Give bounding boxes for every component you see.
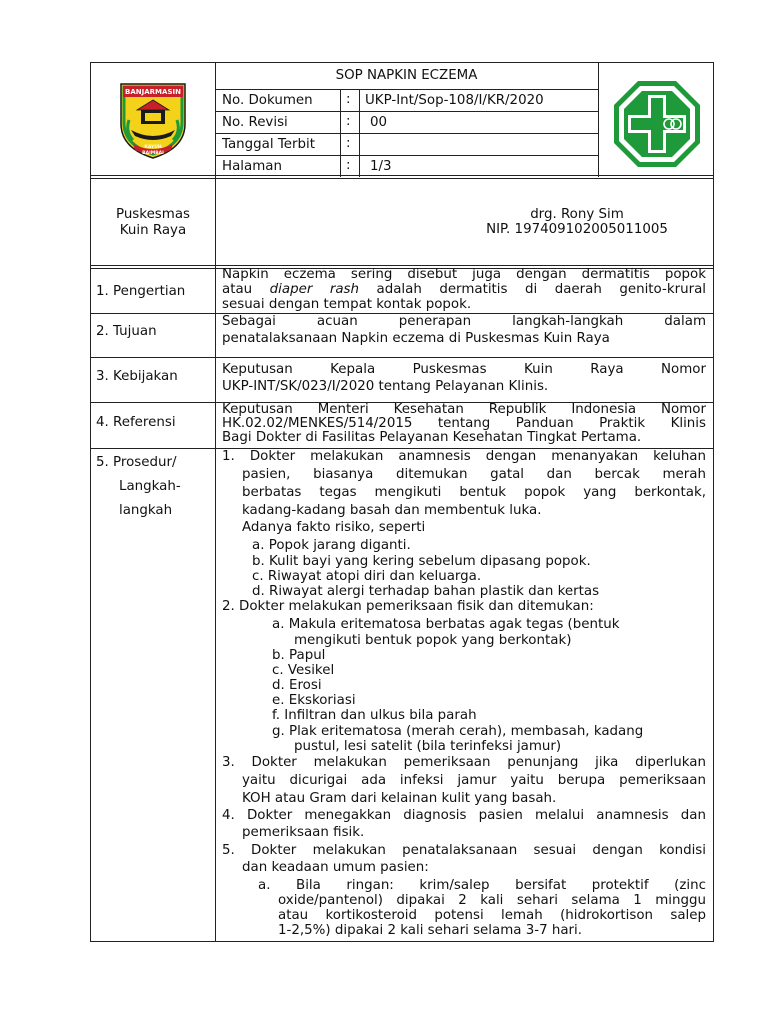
referensi-line-2: HK.02.02/MENKES/514/2015 tentang Panduan Praktik Klinis [222, 416, 706, 431]
signatory-nip: NIP. 197409102005011005 [486, 222, 668, 237]
divider [90, 357, 714, 358]
prosedur-line: dan keadaan umum pasien: [242, 860, 429, 875]
prosedur-line: atau kortikosteroid potensi lemah (hidrokortison salep [278, 908, 706, 923]
referensi-text [222, 402, 706, 448]
prosedur-line: 1. Dokter melakukan anamnesis dengan menanyakan keluhan [222, 449, 706, 464]
prosedur-line: a. Popok jarang diganti. [252, 538, 411, 553]
prosedur-line: 1-2,5%) dipakai 2 kali sehari selama 3-7 hari. [278, 923, 583, 938]
doc-number-label: No. Dokumen [222, 93, 313, 108]
org-line-1: Puskesmas [115, 207, 191, 222]
prosedur-line: pasien, biasanya ditemukan gatal dan bercak merah [242, 467, 706, 482]
referensi-line-3: Bagi Dokter di Fasilitas Pelayanan Kesehatan Tingkat Pertama. [222, 430, 642, 445]
tujuan-text [222, 314, 706, 354]
prosedur-text [222, 449, 706, 939]
doc-number-sep: : [346, 92, 351, 107]
prosedur-line: b. Papul [272, 648, 326, 663]
prosedur-line: 3. Dokter melakukan pemeriksaan penunjang jika diperlukan [222, 755, 706, 770]
prosedur-line: f. Infiltran dan ulkus bila parah [272, 708, 477, 723]
kebijakan-line-2: UKP-INT/SK/023/I/2020 tentang Pelayanan Klinis. [222, 379, 549, 394]
divider [90, 175, 714, 176]
divider [215, 133, 598, 134]
issue-date-sep: : [346, 136, 351, 151]
section-label-tujuan: 2. Tujuan [96, 324, 157, 339]
tujuan-line-1: Sebagai acuan penerapan langkah-langkah dalam [222, 314, 706, 329]
prosedur-line: d. Erosi [272, 678, 322, 693]
pengertian-line-1: Napkin eczema sering disebut juga dengan dermatitis popok [222, 267, 706, 282]
prosedur-line: c. Riwayat atopi diri dan keluarga. [252, 569, 482, 584]
divider [215, 155, 598, 156]
prosedur-line: oxide/pantenol) dipakai 2 kali sehari selama 1 minggu [278, 893, 706, 908]
pengertian-line-3: sesuai dengan tempat kontak popok. [222, 297, 472, 312]
prosedur-line: Adanya fakto risiko, seperti [242, 520, 426, 535]
signatory [470, 207, 684, 237]
section-label-pengertian: 1. Pengertian [96, 284, 186, 299]
divider [598, 62, 599, 177]
logo-text-bottom: KAYUH BAIMBAI [142, 145, 164, 156]
table-border-top [90, 62, 714, 63]
prosedur-label-3: langkah [119, 503, 173, 518]
section-label-referensi: 4. Referensi [96, 415, 176, 430]
prosedur-line: a. Makula eritematosa berbatas agak tegas (bentuk [272, 617, 620, 632]
pengertian-line-2b: adalah dermatitis di daerah genito-krural [359, 282, 706, 297]
prosedur-line: pustul, lesi satelit (bila terinfeksi jamur) [294, 739, 562, 754]
table-border-right [713, 62, 714, 942]
divider [90, 178, 714, 179]
table-border-bottom [90, 941, 714, 942]
kebijakan-text [222, 362, 706, 402]
revision-value: 00 [370, 115, 388, 130]
tujuan-line-2: penatalaksanaan Napkin eczema di Puskesmas Kuin Raya [222, 331, 610, 346]
divider [215, 268, 216, 941]
prosedur-line: KOH atau Gram dari kelainan kulit yang basah. [242, 791, 557, 806]
prosedur-line: b. Kulit bayi yang kering sebelum dipasang popok. [252, 554, 591, 569]
section-label-prosedur [96, 451, 181, 523]
pengertian-line-2-em: diaper rash [269, 282, 359, 297]
section-label-kebijakan: 3. Kebijakan [96, 369, 178, 384]
prosedur-line: 4. Dokter menegakkan diagnosis pasien melalui anamnesis dan [222, 808, 706, 823]
pengertian-line-2 [222, 282, 706, 297]
revision-label: No. Revisi [222, 115, 288, 130]
org-name [91, 207, 215, 239]
prosedur-line: 2. Dokter melakukan pemeriksaan fisik dan ditemukan: [222, 599, 594, 614]
logo-text-top: BANJARMASIN [125, 88, 181, 96]
page-title: SOP NAPKIN ECZEMA [335, 68, 478, 83]
prosedur-line: d. Riwayat alergi terhadap bahan plastik dan kertas [252, 584, 600, 599]
revision-sep: : [346, 114, 351, 129]
prosedur-line: g. Plak eritematosa (merah cerah), membasah, kadang [272, 724, 644, 739]
signatory-name: drg. Rony Sim [530, 207, 624, 222]
page-label: Halaman [222, 159, 282, 174]
prosedur-line: berbatas tegas mengikuti bentuk popok yang berkontak, [242, 485, 706, 500]
prosedur-line: pemeriksaan fisik. [242, 825, 365, 840]
org-line-2: Kuin Raya [119, 223, 187, 238]
page-value: 1/3 [370, 159, 392, 174]
puskesmas-logo [612, 79, 702, 169]
referensi-line-1: Keputusan Menteri Kesehatan Republik Indonesia Nomor [222, 402, 706, 417]
pengertian-line-2a: atau [222, 282, 270, 297]
prosedur-line: a. Bila ringan: krim/salep bersifat protektif (zinc [258, 878, 706, 893]
issue-date-label: Tanggal Terbit [222, 137, 315, 152]
prosedur-line: mengikuti bentuk popok yang berkontak) [294, 633, 572, 648]
banjarmasin-logo [115, 80, 191, 160]
prosedur-line: e. Ekskoriasi [272, 693, 356, 708]
divider [215, 89, 598, 90]
kebijakan-line-1: Keputusan Kepala Puskesmas Kuin Raya Nomor [222, 362, 706, 377]
prosedur-label-1: 5. Prosedur/ [96, 455, 177, 470]
page-sep: : [346, 158, 351, 173]
prosedur-line: 5. Dokter melakukan penatalaksanaan sesuai dengan kondisi [222, 843, 706, 858]
prosedur-label-2: Langkah- [119, 479, 181, 494]
pengertian-text [222, 267, 706, 315]
divider [90, 265, 714, 266]
prosedur-line: yaitu dicurigai ada infeksi jamur yaitu berupa pemeriksaan [242, 773, 706, 788]
divider [215, 111, 598, 112]
doc-number-value: UKP-Int/Sop-108/I/KR/2020 [365, 93, 544, 108]
table-border-left [90, 62, 91, 942]
prosedur-line: kadang-kadang basah dan membentuk luka. [242, 503, 542, 518]
prosedur-line: c. Vesikel [272, 663, 335, 678]
